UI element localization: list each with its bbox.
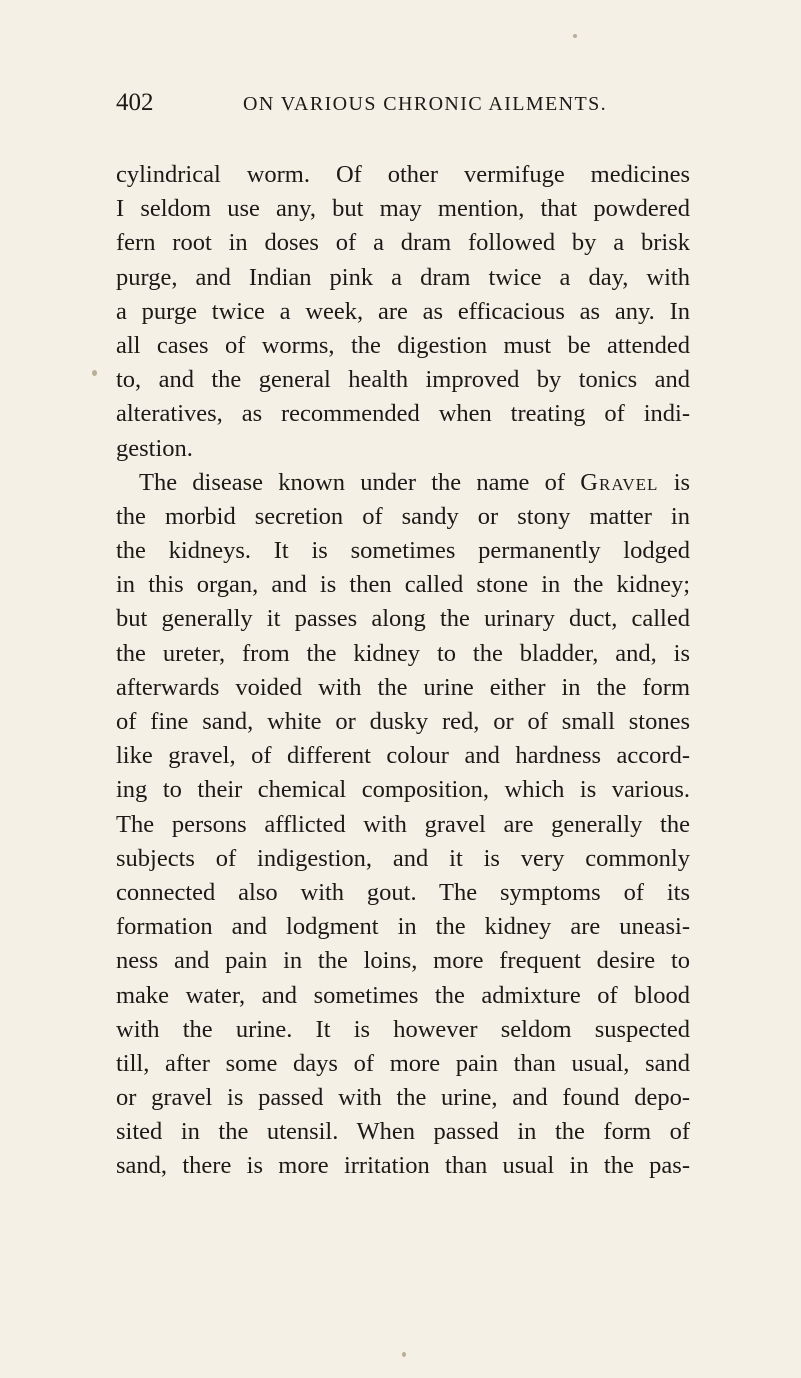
small-caps-term: Gravel xyxy=(580,468,659,496)
text-line: I seldom use any, but may mention, that powdered xyxy=(116,195,690,223)
text-line: ing to their chemical composition, which is various. xyxy=(116,776,690,804)
text-line: fern root in doses of a dram followed by a brisk xyxy=(116,229,690,257)
text-line: of fine sand, white or dusky red, or of small stones xyxy=(116,708,690,735)
text-line: all cases of worms, the digestion must be attended xyxy=(116,331,690,359)
text-line: gestion. xyxy=(116,434,193,462)
text-line: but generally it passes along the urinary duct, called xyxy=(116,605,690,633)
text-line: subjects of indigestion, and it is very commonly xyxy=(116,844,690,872)
text-line: ness and pain in the loins, more frequent desire to xyxy=(116,947,690,975)
paper-speck xyxy=(92,370,97,376)
text-line: The persons afflicted with gravel are generally the xyxy=(116,810,690,838)
body-text xyxy=(116,158,690,1184)
text-line: connected also with gout. The symptoms of its xyxy=(116,878,690,906)
text-segment: The disease known under the name of xyxy=(139,468,566,496)
paragraph-first-line xyxy=(116,466,690,500)
text-segment: is xyxy=(673,468,691,496)
text-line: sited in the utensil. When passed in the form of xyxy=(116,1118,690,1146)
text-line: afterwards voided with the urine either in the form xyxy=(116,673,690,701)
page-number: 402 xyxy=(116,89,154,116)
page-header xyxy=(116,88,706,128)
text-line: the morbid secretion of sandy or stony matter in xyxy=(116,502,690,530)
text-line: to, and the general health improved by tonics and xyxy=(116,366,690,394)
text-line: make water, and sometimes the admixture of blood xyxy=(116,981,690,1009)
text-line: alteratives, as recommended when treating of indi- xyxy=(116,400,690,428)
text-line: or gravel is passed with the urine, and found depo- xyxy=(116,1084,690,1112)
text-line: a purge twice a week, are as efficacious as any. In xyxy=(116,297,690,325)
text-line: like gravel, of different colour and hardness accord- xyxy=(116,742,690,770)
paper-speck xyxy=(573,34,577,38)
running-title: ON VARIOUS CHRONIC AILMENTS. xyxy=(243,93,608,115)
text-line: the ureter, from the kidney to the bladder, and, is xyxy=(116,639,690,667)
text-line: cylindrical worm. Of other vermifuge medicines xyxy=(116,161,690,188)
text-line: the kidneys. It is sometimes permanently lodged xyxy=(116,537,690,565)
text-line: purge, and Indian pink a dram twice a day, with xyxy=(116,263,690,291)
text-line: with the urine. It is however seldom suspected xyxy=(116,1015,690,1043)
text-line: in this organ, and is then called stone in the kidney; xyxy=(116,571,690,599)
text-line: formation and lodgment in the kidney are uneasi- xyxy=(116,913,690,941)
paper-speck xyxy=(402,1352,406,1357)
text-line: till, after some days of more pain than usual, sand xyxy=(116,1049,690,1077)
text-line: sand, there is more irritation than usual in the pas- xyxy=(116,1152,690,1180)
